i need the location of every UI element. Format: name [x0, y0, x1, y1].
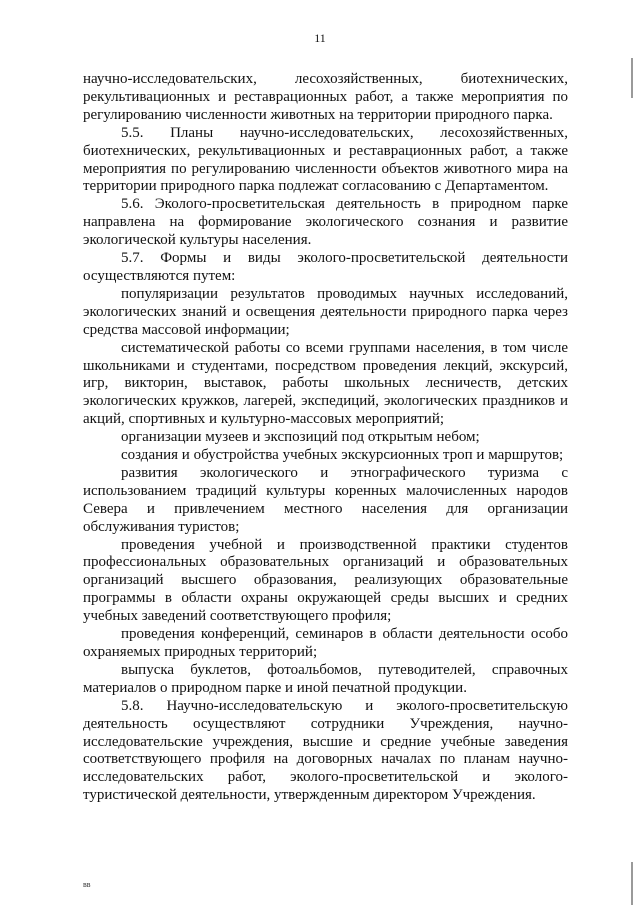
paragraph-5-8: 5.8. Научно-исследовательскую и эколого-просветительскую деятельность осуществляют сотрудники Учреждения, научно-исследовательские учреждения, высшие и средние учебные заведения соответствующего профиля на договорных началах по планам научно-исследовательских работ, эколого-просветительской и эколого-туристической деятельности, утвержденным директором Учреждения.: [83, 697, 568, 804]
list-item-popularization: популяризации результатов проводимых научных исследований, экологических знаний и освещения деятельности природного парка через средства массовой информации;: [83, 285, 568, 338]
list-item-museums: организации музеев и экспозиций под открытым небом;: [121, 429, 480, 446]
scan-edge-mark-top: [631, 58, 633, 98]
list-item-conferences: проведения конференций, семинаров в области деятельности особо охраняемых природных территорий;: [83, 626, 568, 660]
paragraph-5-7: 5.7. Формы и виды эколого-просветительской деятельности осуществляются путем:: [83, 250, 568, 284]
list-item-student-practice: проведения учебной и производственной практики студентов профессиональных образовательных организаций и образовательных организаций высшего образования, реализующих образовательные программы в области охраны окружающей среды высших и средних учебных заведений соответствующего профиля;: [83, 536, 568, 625]
list-item-tourism: развития экологического и этнографического туризма с использованием традиций культуры коренных малочисленных народов Севера и привлечением местного населения для организации обслуживания туристов;: [83, 464, 568, 535]
paragraph-5-6: 5.6. Эколого-просветительская деятельность в природном парке направлена на формирование экологического сознания и развитие экологической культуры населения.: [83, 196, 568, 249]
paragraph-continuation: научно-исследовательских, лесохозяйственных, биотехнических, рекультивационных и реставрационных работ, а также мероприятия по регулированию численности животных на территории природного парка.: [83, 71, 568, 123]
scan-edge-mark-bottom: [631, 862, 633, 905]
footer-mark: вв: [83, 880, 91, 889]
document-body: [83, 71, 568, 805]
list-item-publications: выпуска буклетов, фотоальбомов, путеводителей, справочных материалов о природном парке и иной печатной продукции.: [83, 661, 568, 696]
paragraph-5-5: 5.5. Планы научно-исследовательских, лесохозяйственных, биотехнических, рекультивационных и реставрационных работ, а также мероприятия по регулированию численности объектов животного мира на территории природного парка подлежат согласованию с Департаментом.: [83, 124, 568, 195]
list-item-trails: создания и обустройства учебных экскурсионных троп и маршрутов;: [121, 447, 564, 464]
list-item-systematic-work: систематической работы со всеми группами населения, в том числе школьниками и студентами, посредством проведения лекций, экскурсий, игр, викторин, выставок, работы школьных лесничеств, детских экологических кружков, лагерей, экспедиций, экологических праздников и акций, спортивных и культурно-массовых мероприятий;: [83, 339, 568, 428]
page-number: 11: [314, 31, 326, 45]
